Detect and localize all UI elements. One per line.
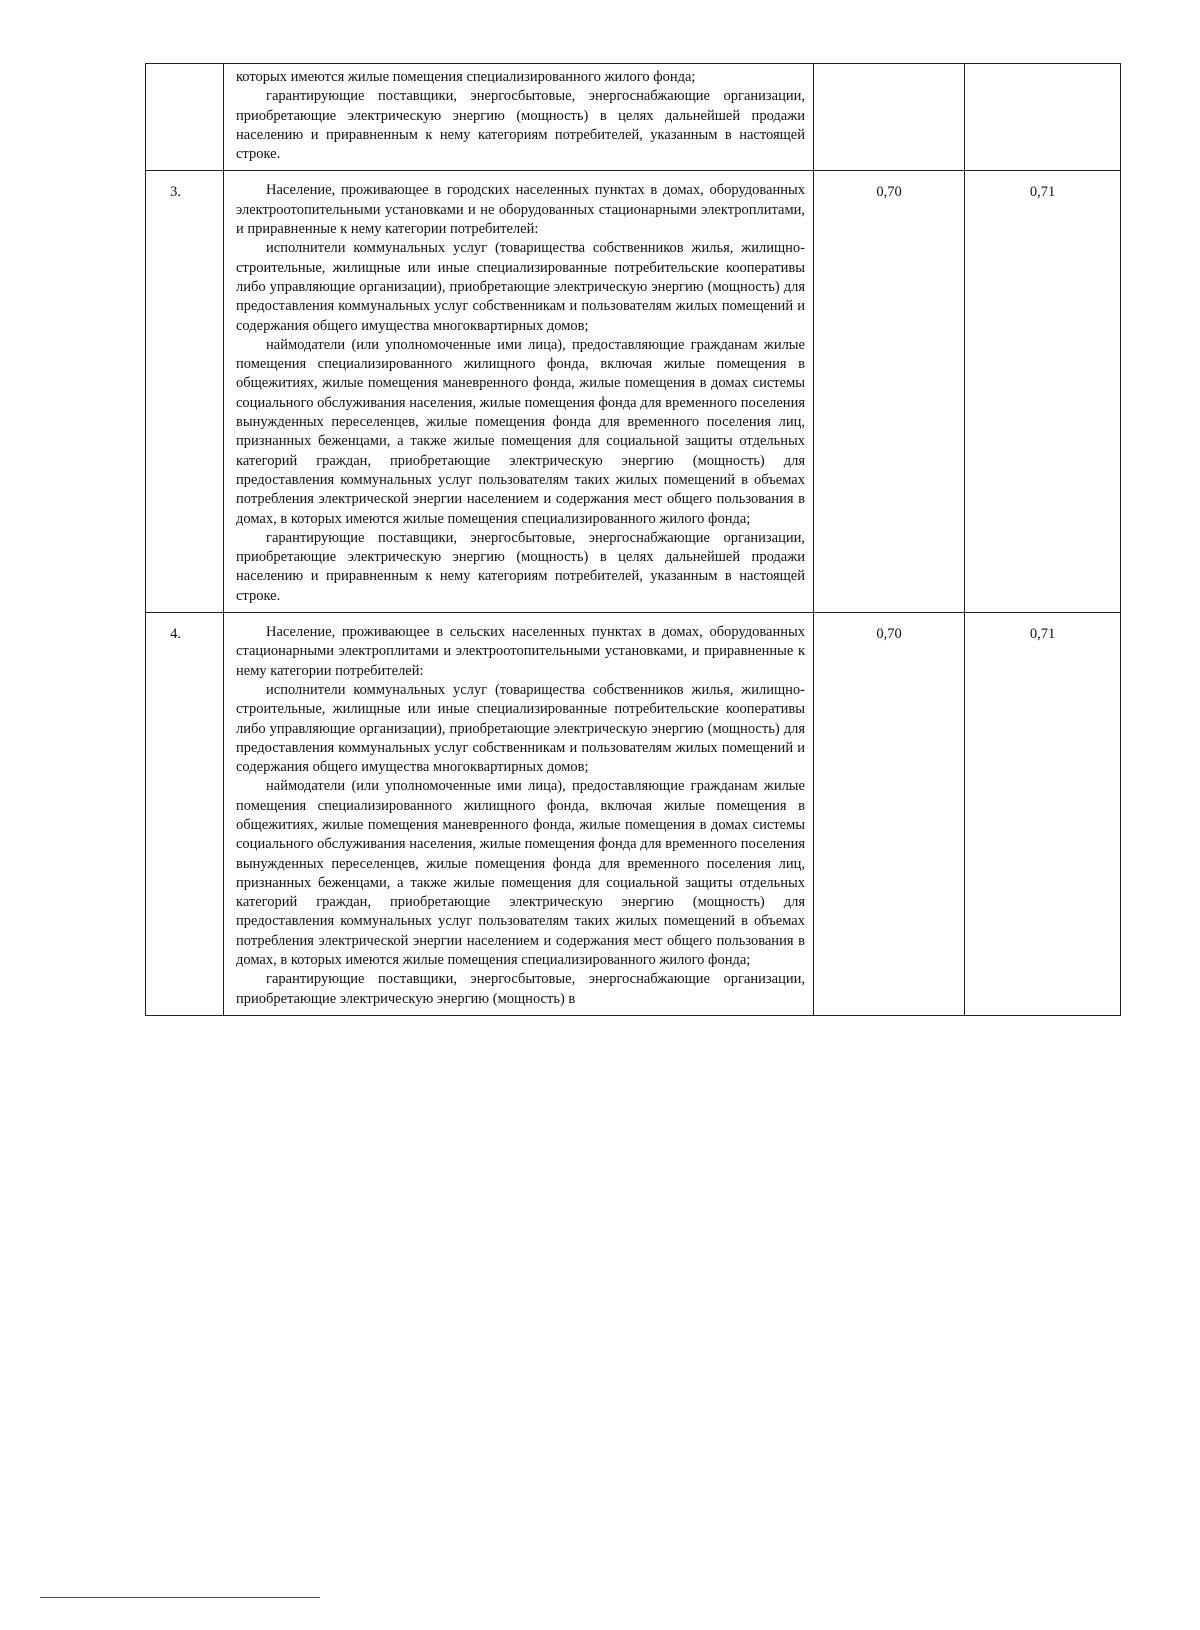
table-row — [146, 64, 1121, 171]
paragraph: Население, проживающее в городских населенных пунктах в домах, оборудованных электроотопительными установками и не оборудованных стационарными электроплитами, и приравненные к нему категории потребителей: — [236, 182, 805, 238]
paragraph: Население, проживающее в сельских населенных пунктах в домах, оборудованных стационарными электроплитами и электроотопительными установками, и приравненные к нему категории потребителей: — [236, 624, 805, 679]
row-description — [224, 171, 814, 613]
paragraph: которых имеются жилые помещения специализированного жилого фонда; — [236, 69, 696, 85]
paragraph: исполнители коммунальных услуг (товарищества собственников жилья, жилищно-строительные, жилищные или иные специализированные потребительские кооперативы либо управляющие организации), приобретающие электрическую энергию (мощность) для предоставления коммунальных услуг собственникам и пользователям жилых помещений и содержания общего имущества многоквартирных домов; — [236, 240, 805, 334]
row-number: 3. — [146, 171, 224, 613]
paragraph: гарантирующие поставщики, энергосбытовые, энергоснабжающие организации, приобретающие электрическую энергию (мощность) в — [236, 971, 805, 1007]
table-row — [146, 613, 1121, 1016]
row-value-2: 0,71 — [965, 171, 1121, 613]
table-row — [146, 171, 1121, 613]
row-number — [146, 64, 224, 171]
row-description — [224, 613, 814, 1016]
paragraph: гарантирующие поставщики, энергосбытовые, энергоснабжающие организации, приобретающие электрическую энергию (мощность) в целях дальнейшей продажи населению и приравненным к нему категориям потребителей, указанным в настоящей строке. — [236, 88, 805, 163]
paragraph: наймодатели (или уполномоченные ими лица), предоставляющие гражданам жилые помещения специализированного жилищного фонда, включая жилые помещения в общежитиях, жилые помещения маневренного фонда, жилые помещения в домах системы социального обслуживания населения, жилые помещения фонда для временного поселения вынужденных переселенцев, жилые помещения фонда для временного поселения лиц, признанных беженцами, а также жилые помещения для социальной защиты отдельных категорий граждан, приобретающие электрическую энергию (мощность) для предоставления коммунальных услуг пользователям таких жилых помещений в объемах потребления электрической энергии населением и содержания мест общего пользования в домах, в которых имеются жилые помещения специализированного жилого фонда; — [236, 778, 805, 969]
row-value-2: 0,71 — [965, 613, 1121, 1016]
footer-divider — [40, 1597, 320, 1598]
row-number: 4. — [146, 613, 224, 1016]
row-value-1 — [814, 64, 965, 171]
row-value-1: 0,70 — [814, 613, 965, 1016]
row-value-2 — [965, 64, 1121, 171]
row-value-1: 0,70 — [814, 171, 965, 613]
paragraph: гарантирующие поставщики, энергосбытовые, энергоснабжающие организации, приобретающие электрическую энергию (мощность) в целях дальнейшей продажи населению и приравненным к нему категориям потребителей, указанным в настоящей строке. — [236, 529, 805, 604]
paragraph: наймодатели (или уполномоченные ими лица), предоставляющие гражданам жилые помещения специализированного жилищного фонда, включая жилые помещения в общежитиях, жилые помещения маневренного фонда, жилые помещения в домах системы социального обслуживания населения, жилые помещения фонда для временного поселения вынужденных переселенцев, жилые помещения фонда для временного поселения лиц, признанных беженцами, а также жилые помещения для социальной защиты отдельных категорий граждан, приобретающие электрическую энергию (мощность) для предоставления коммунальных услуг пользователям таких жилых помещений в объемах потребления электрической энергии населением и содержания мест общего пользования в домах, в которых имеются жилые помещения специализированного жилого фонда; — [236, 336, 805, 527]
row-description — [224, 64, 814, 171]
tariff-table — [145, 63, 1121, 1016]
paragraph: исполнители коммунальных услуг (товарищества собственников жилья, жилищно-строительные, жилищные или иные специализированные потребительские кооперативы либо управляющие организации), приобретающие электрическую энергию (мощность) для предоставления коммунальных услуг собственникам и пользователям жилых помещений и содержания общего имущества многоквартирных домов; — [236, 681, 805, 776]
